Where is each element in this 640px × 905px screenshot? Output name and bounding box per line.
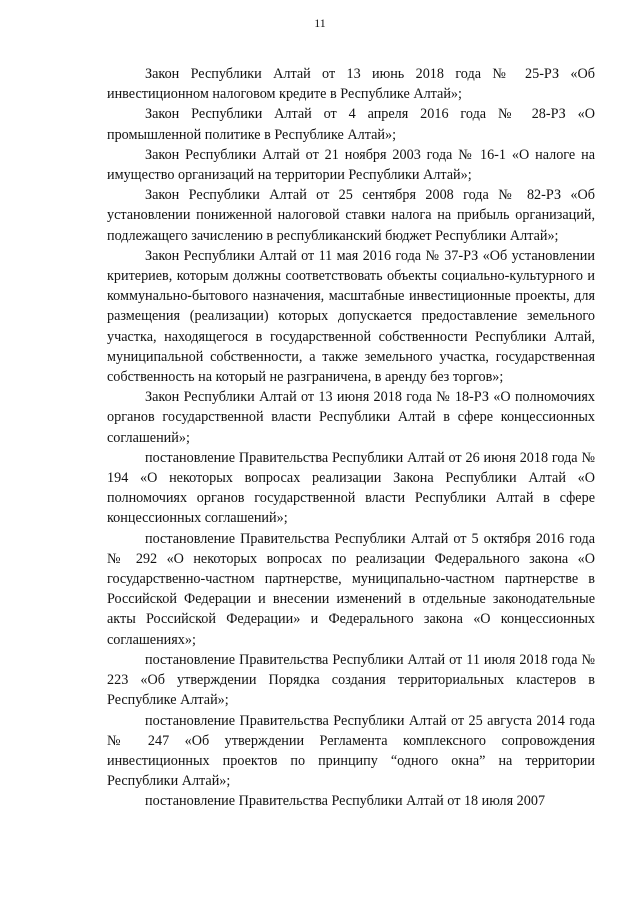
document-body — [107, 64, 595, 812]
paragraph: Закон Республики Алтай от 13 июня 2018 года № 18-РЗ «О полномочиях органов государственной власти Республики Алтай в сфере концессионных соглашений»; — [107, 389, 595, 446]
paragraph: постановление Правительства Республики Алтай от 26 июня 2018 года № 194 «О некоторых вопросах реализации Закона Республики Алтай «О полномочиях органов государственной власти Республики Алтай в сфере концессионных соглашений»; — [107, 449, 595, 527]
paragraph: постановление Правительства Республики Алтай от 11 июля 2018 года № 223 «Об утверждении Порядка создания территориальных кластеров в Республике Алтай»; — [107, 651, 595, 709]
paragraph: Закон Республики Алтай от 21 ноября 2003 года № 16-1 «О налоге на имущество организаций на территории Республики Алтай»; — [107, 146, 595, 184]
paragraph: Закон Республики Алтай от 25 сентября 2008 года № 82-РЗ «Об установлении пониженной налоговой ставки налога на прибыль организаций, подлежащего зачислению в республиканский бюджет Республики Алтай»; — [107, 187, 595, 244]
paragraph: постановление Правительства Республики Алтай от 18 июля 2007 — [145, 793, 546, 810]
paragraph: Закон Республики Алтай от 13 июнь 2018 года № 25-РЗ «Об инвестиционном налоговом кредите в Республике Алтай»; — [107, 66, 595, 103]
paragraph: постановление Правительства Республики Алтай от 5 октября 2016 года № 292 «О некоторых вопросах по реализации Федерального закона «О государственно-частном партнерстве, муниципально-частном партнерстве в Российской Федерации и внесении изменений в отдельные законодательные акты Российской Федерации» и Федерального закона «О концессионных соглашениях»; — [107, 530, 595, 648]
paragraph: Закон Республики Алтай от 4 апреля 2016 года № 28-РЗ «О промышленной политике в Республике Алтай»; — [107, 106, 595, 143]
paragraph: постановление Правительства Республики Алтай от 25 августа 2014 года № 247 «Об утверждении Регламента комплексного сопровождения инвестиционных проектов по принципу “одного окна” на территории Республики Алтай»; — [107, 712, 595, 790]
paragraph: Закон Республики Алтай от 11 мая 2016 года № 37-РЗ «Об установлении критериев, которым должны соответствовать объекты социально-культурного и коммунально-бытового назначения, масштабные инвестиционные проекты, для размещения (реализации) которых допускается предоставление земельного участка, находящегося в государственной собственности Республики Алтай, муниципальной собственности, а также земельного участка, государственная собственность на который не разграничена, в аренду без торгов»; — [107, 247, 595, 386]
page-number: 11 — [314, 16, 326, 30]
